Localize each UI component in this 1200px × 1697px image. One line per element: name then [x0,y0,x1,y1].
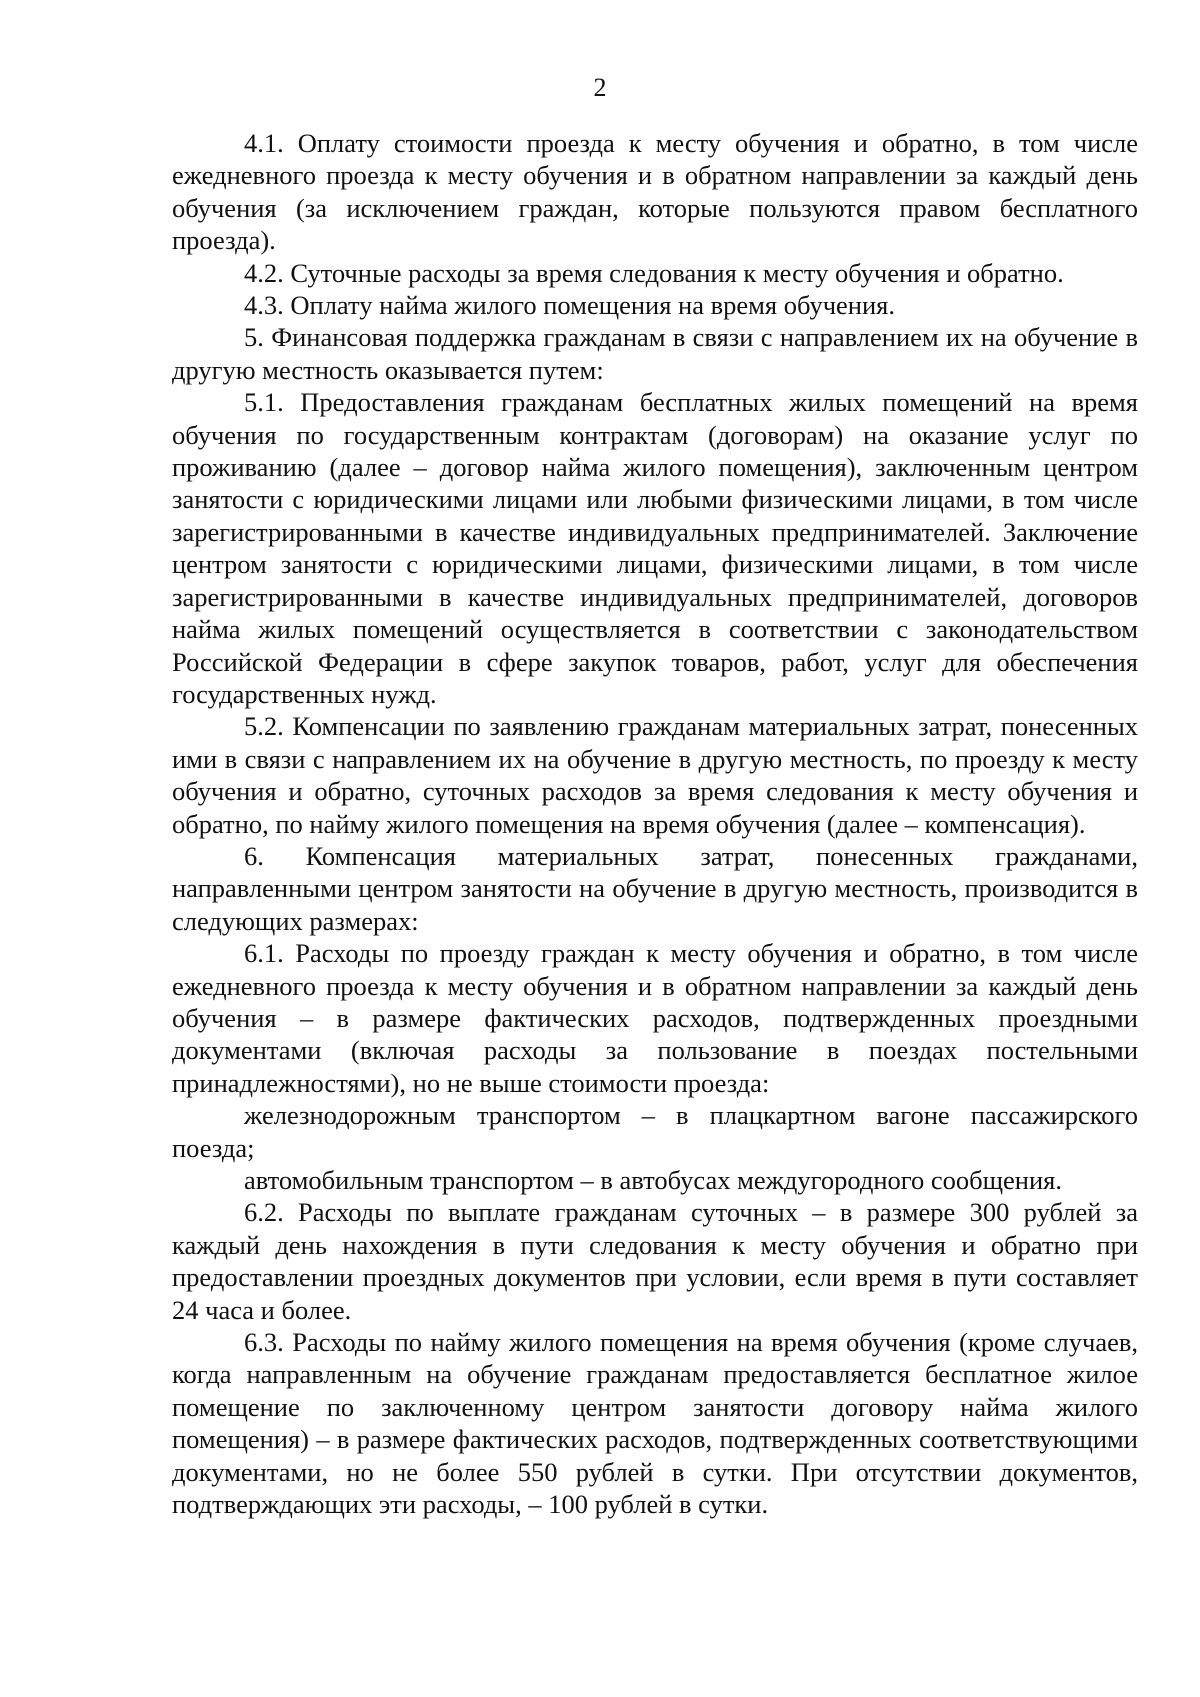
paragraph-4-3: 4.3. Оплату найма жилого помещения на время обучения. [244,290,895,321]
paragraph-4-1: 4.1. Оплату стоимости проезда к месту обучения и обратно, в том числе ежедневного проезда к месту обучения и в обратном направлении за каждый день обучения (за исключением граждан, которые пользуются правом бесплатного проезда). [172,128,1138,256]
paragraph-6: 6. Компенсация материальных затрат, понесенных гражданами, направленными центром занятости на обучение в другую местность, производится в следующих размерах: [172,840,1138,936]
paragraph-road-transport: автомобильным транспортом – в автобусах междугородного сообщения. [244,1165,1062,1195]
paragraph-4-2: 4.2. Суточные расходы за время следования к месту обучения и обратно. [244,257,1064,288]
paragraph-5: 5. Финансовая поддержка гражданам в связи с направлением их на обучение в другую местность оказывается путем: [172,322,1138,385]
paragraph-6-3: 6.3. Расходы по найму жилого помещения на время обучения (кроме случаев, когда направленным на обучение гражданам предоставляется бесплатное жилое помещение по заключенному центром занятости договору найма жилого помещения) – в размере фактических расходов, подтвержденных соответствующими документами, но не более 550 рублей в сутки. При отсутствии документов, подтверждающих эти расходы, – 100 рублей в сутки. [172,1327,1138,1520]
paragraph-rail-transport: железнодорожным транспортом – в плацкартном вагоне пассажирского поезда; [172,1100,1138,1163]
paragraph-5-2: 5.2. Компенсации по заявлению гражданам материальных затрат, понесенных ими в связи с направлением их на обучение в другую местность, по проезду к месту обучения и обратно, суточных расходов за время следования к месту обучения и обратно, по найму жилого помещения на время обучения (далее – компенсация). [172,711,1138,839]
page-number: 2 [593,73,607,102]
paragraph-5-1: 5.1. Предоставления гражданам бесплатных жилых помещений на время обучения по государственным контрактам (договорам) на оказание услуг по проживанию (далее – договор найма жилого помещения), заключенным центром занятости с юридическими лицами или любыми физическими лицами, в том числе зарегистрированными в качестве индивидуальных предпринимателей. Заключение центром занятости с юридическими лицами, физическими лицами, в том числе зарегистрированными в качестве индивидуальных предпринимателей, договоров найма жилых помещений осуществляется в соответствии с законодательством Российской Федерации в сфере закупок товаров, работ, услуг для обеспечения государственных нужд. [172,387,1138,709]
paragraph-6-2: 6.2. Расходы по выплате гражданам суточных – в размере 300 рублей за каждый день нахождения в пути следования к месту обучения и обратно при предоставлении проездных документов при условии, если время в пути составляет 24 часа и более. [172,1197,1138,1325]
paragraph-6-1: 6.1. Расходы по проезду граждан к месту обучения и обратно, в том числе ежедневного проезда к месту обучения и в обратном направлении за каждый день обучения – в размере фактических расходов, подтвержденных проездными документами (включая расходы за пользование в поездах постельными принадлежностями), но не выше стоимости проезда: [172,938,1138,1098]
document-body [172,127,1138,1520]
